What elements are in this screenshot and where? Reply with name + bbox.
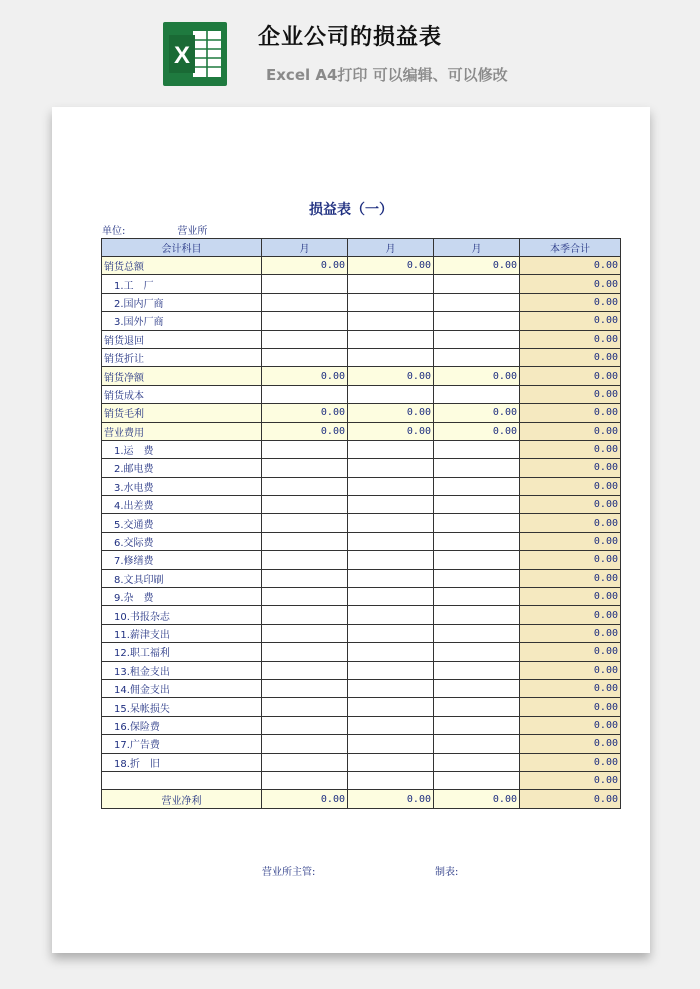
month-value-cell[interactable] <box>262 569 348 587</box>
month-value-cell[interactable] <box>434 496 520 514</box>
unit-label: 单位: <box>102 226 126 237</box>
income-statement-table <box>101 238 621 809</box>
month-value-cell[interactable] <box>262 477 348 495</box>
month-value-cell[interactable] <box>348 661 434 679</box>
month-value-cell[interactable] <box>434 679 520 697</box>
quarter-total-cell[interactable]: 0.00 <box>520 551 621 569</box>
month-value-cell[interactable] <box>348 348 434 366</box>
account-name-cell[interactable]: 销货退回 <box>102 330 262 348</box>
account-name-cell[interactable]: 3.国外厂商 <box>102 312 262 330</box>
account-name-cell[interactable]: 营业费用 <box>102 422 262 440</box>
quarter-total-cell[interactable]: 0.00 <box>520 606 621 624</box>
table-row <box>102 422 621 440</box>
quarter-total-cell[interactable]: 0.00 <box>520 569 621 587</box>
month-value-cell[interactable] <box>262 606 348 624</box>
month-value-cell[interactable]: 0.00 <box>262 422 348 440</box>
month-value-cell[interactable] <box>348 735 434 753</box>
month-value-cell[interactable] <box>434 477 520 495</box>
month-value-cell[interactable] <box>262 588 348 606</box>
account-name-cell[interactable]: 营业净利 <box>102 790 262 808</box>
account-name-cell[interactable]: 2.国内厂商 <box>102 293 262 311</box>
account-name-cell[interactable] <box>102 771 262 789</box>
quarter-total-cell[interactable]: 0.00 <box>520 771 621 789</box>
account-name-cell[interactable]: 销货总额 <box>102 257 262 275</box>
month-value-cell[interactable] <box>434 532 520 550</box>
table-row <box>102 275 621 293</box>
excel-icon <box>163 22 227 86</box>
month-value-cell[interactable] <box>348 588 434 606</box>
unit-row <box>102 222 207 237</box>
month-value-cell[interactable] <box>262 532 348 550</box>
quarter-total-cell[interactable]: 0.00 <box>520 643 621 661</box>
quarter-total-cell[interactable]: 0.00 <box>520 716 621 734</box>
month-value-cell[interactable] <box>434 753 520 771</box>
month-value-cell[interactable] <box>262 643 348 661</box>
quarter-total-cell[interactable]: 0.00 <box>520 459 621 477</box>
month-value-cell[interactable] <box>348 624 434 642</box>
quarter-total-cell[interactable]: 0.00 <box>520 330 621 348</box>
month-value-cell[interactable] <box>434 588 520 606</box>
month-value-cell[interactable] <box>434 551 520 569</box>
table-row <box>102 404 621 422</box>
table-row <box>102 293 621 311</box>
table-row <box>102 385 621 403</box>
month-value-cell[interactable] <box>262 771 348 789</box>
table-row <box>102 496 621 514</box>
month-value-cell[interactable] <box>434 606 520 624</box>
table-row <box>102 367 621 385</box>
quarter-total-cell[interactable]: 0.00 <box>520 404 621 422</box>
quarter-total-cell[interactable]: 0.00 <box>520 257 621 275</box>
account-name-cell[interactable]: 10.书报杂志 <box>102 606 262 624</box>
month-value-cell[interactable] <box>348 496 434 514</box>
month-value-cell[interactable] <box>262 551 348 569</box>
month-value-cell[interactable] <box>434 716 520 734</box>
quarter-total-cell[interactable]: 0.00 <box>520 679 621 697</box>
table-row <box>102 348 621 366</box>
month-value-cell[interactable] <box>262 698 348 716</box>
month-value-cell[interactable] <box>348 698 434 716</box>
quarter-total-cell[interactable]: 0.00 <box>520 514 621 532</box>
quarter-total-cell[interactable]: 0.00 <box>520 624 621 642</box>
month-value-cell[interactable]: 0.00 <box>434 257 520 275</box>
month-value-cell[interactable]: 0.00 <box>434 790 520 808</box>
month-value-cell[interactable] <box>262 624 348 642</box>
column-header: 月 <box>434 239 520 257</box>
quarter-total-cell[interactable]: 0.00 <box>520 753 621 771</box>
month-value-cell[interactable] <box>262 459 348 477</box>
quarter-total-cell[interactable]: 0.00 <box>520 588 621 606</box>
table-row <box>102 569 621 587</box>
account-name-cell[interactable]: 2.邮电费 <box>102 459 262 477</box>
month-value-cell[interactable] <box>262 735 348 753</box>
quarter-total-cell[interactable]: 0.00 <box>520 661 621 679</box>
svg-text:X: X <box>173 42 191 69</box>
quarter-total-cell[interactable]: 0.00 <box>520 367 621 385</box>
month-value-cell[interactable]: 0.00 <box>262 790 348 808</box>
month-value-cell[interactable]: 0.00 <box>348 422 434 440</box>
table-row <box>102 532 621 550</box>
table-row <box>102 440 621 458</box>
month-value-cell[interactable] <box>434 459 520 477</box>
month-value-cell[interactable] <box>348 330 434 348</box>
account-name-cell[interactable]: 14.佣金支出 <box>102 679 262 697</box>
month-value-cell[interactable] <box>262 716 348 734</box>
table-row <box>102 606 621 624</box>
month-value-cell[interactable] <box>348 569 434 587</box>
document-title: 企业公司的损益表 <box>258 25 443 50</box>
month-value-cell[interactable] <box>348 514 434 532</box>
account-name-cell[interactable]: 1.工 厂 <box>102 275 262 293</box>
page-header <box>0 0 700 100</box>
month-value-cell[interactable] <box>348 753 434 771</box>
month-value-cell[interactable] <box>348 716 434 734</box>
month-value-cell[interactable] <box>348 293 434 311</box>
account-name-cell[interactable]: 5.交通费 <box>102 514 262 532</box>
month-value-cell[interactable] <box>348 440 434 458</box>
table-row <box>102 753 621 771</box>
unit-value: 营业所 <box>177 226 208 237</box>
month-value-cell[interactable] <box>434 330 520 348</box>
table-row <box>102 330 621 348</box>
month-value-cell[interactable] <box>262 348 348 366</box>
document-subtitle: Excel A4打印 可以编辑、可以修改 <box>266 66 508 84</box>
month-value-cell[interactable] <box>262 496 348 514</box>
table-row <box>102 459 621 477</box>
month-value-cell[interactable] <box>262 440 348 458</box>
month-value-cell[interactable]: 0.00 <box>348 257 434 275</box>
month-value-cell[interactable] <box>434 348 520 366</box>
table-row <box>102 735 621 753</box>
month-value-cell[interactable]: 0.00 <box>348 367 434 385</box>
month-value-cell[interactable] <box>348 477 434 495</box>
table-row <box>102 771 621 789</box>
month-value-cell[interactable] <box>262 312 348 330</box>
table-row <box>102 643 621 661</box>
month-value-cell[interactable] <box>262 330 348 348</box>
account-name-cell[interactable]: 销货折让 <box>102 348 262 366</box>
table-row <box>102 514 621 532</box>
month-value-cell[interactable]: 0.00 <box>434 404 520 422</box>
account-name-cell[interactable]: 13.租金支出 <box>102 661 262 679</box>
month-value-cell[interactable] <box>262 275 348 293</box>
account-name-cell[interactable]: 8.文具印刷 <box>102 569 262 587</box>
account-name-cell[interactable]: 6.交际费 <box>102 532 262 550</box>
account-name-cell[interactable]: 11.薪津支出 <box>102 624 262 642</box>
month-value-cell[interactable] <box>348 385 434 403</box>
month-value-cell[interactable] <box>434 440 520 458</box>
month-value-cell[interactable]: 0.00 <box>434 367 520 385</box>
account-name-cell[interactable]: 17.广告费 <box>102 735 262 753</box>
quarter-total-cell[interactable]: 0.00 <box>520 790 621 808</box>
table-row <box>102 698 621 716</box>
month-value-cell[interactable]: 0.00 <box>262 257 348 275</box>
month-value-cell[interactable] <box>348 532 434 550</box>
table-row <box>102 588 621 606</box>
table-row <box>102 312 621 330</box>
account-name-cell[interactable]: 7.修缮费 <box>102 551 262 569</box>
month-value-cell[interactable] <box>348 643 434 661</box>
month-value-cell[interactable] <box>262 293 348 311</box>
quarter-total-cell[interactable]: 0.00 <box>520 477 621 495</box>
month-value-cell[interactable] <box>348 771 434 789</box>
quarter-total-cell[interactable]: 0.00 <box>520 440 621 458</box>
table-row <box>102 477 621 495</box>
table-row <box>102 551 621 569</box>
month-value-cell[interactable] <box>434 312 520 330</box>
account-name-cell[interactable]: 4.出差费 <box>102 496 262 514</box>
quarter-total-cell[interactable]: 0.00 <box>520 275 621 293</box>
month-value-cell[interactable] <box>262 514 348 532</box>
month-value-cell[interactable] <box>348 679 434 697</box>
worksheet-page <box>52 107 650 953</box>
account-name-cell[interactable]: 18.折 旧 <box>102 753 262 771</box>
quarter-total-cell[interactable]: 0.00 <box>520 698 621 716</box>
month-value-cell[interactable] <box>262 385 348 403</box>
month-value-cell[interactable] <box>348 551 434 569</box>
table-row <box>102 679 621 697</box>
column-header: 本季合计 <box>520 239 621 257</box>
month-value-cell[interactable] <box>434 569 520 587</box>
quarter-total-cell[interactable]: 0.00 <box>520 348 621 366</box>
account-name-cell[interactable]: 1.运 费 <box>102 440 262 458</box>
month-value-cell[interactable] <box>434 385 520 403</box>
column-header: 月 <box>262 239 348 257</box>
quarter-total-cell[interactable]: 0.00 <box>520 735 621 753</box>
account-name-cell[interactable]: 3.水电费 <box>102 477 262 495</box>
table-row <box>102 661 621 679</box>
account-name-cell[interactable]: 9.杂 费 <box>102 588 262 606</box>
table-body <box>102 257 621 809</box>
sheet-title: 损益表（一） <box>309 202 393 218</box>
column-header: 月 <box>348 239 434 257</box>
month-value-cell[interactable]: 0.00 <box>262 367 348 385</box>
account-name-cell[interactable]: 销货成本 <box>102 385 262 403</box>
column-header: 会计科目 <box>102 239 262 257</box>
account-name-cell[interactable]: 销货净额 <box>102 367 262 385</box>
account-name-cell[interactable]: 16.保险费 <box>102 716 262 734</box>
month-value-cell[interactable]: 0.00 <box>348 404 434 422</box>
preparer-signature-label: 制表: <box>435 867 459 878</box>
manager-signature-label: 营业所主管: <box>262 867 316 878</box>
quarter-total-cell[interactable]: 0.00 <box>520 385 621 403</box>
month-value-cell[interactable] <box>262 679 348 697</box>
account-name-cell[interactable]: 15.呆帐损失 <box>102 698 262 716</box>
month-value-cell[interactable] <box>434 661 520 679</box>
month-value-cell[interactable]: 0.00 <box>262 404 348 422</box>
month-value-cell[interactable] <box>348 606 434 624</box>
month-value-cell[interactable] <box>434 735 520 753</box>
quarter-total-cell[interactable]: 0.00 <box>520 293 621 311</box>
quarter-total-cell[interactable]: 0.00 <box>520 422 621 440</box>
month-value-cell[interactable] <box>262 753 348 771</box>
month-value-cell[interactable] <box>434 643 520 661</box>
table-row <box>102 790 621 808</box>
month-value-cell[interactable] <box>348 459 434 477</box>
quarter-total-cell[interactable]: 0.00 <box>520 496 621 514</box>
table-row <box>102 257 621 275</box>
account-name-cell[interactable]: 12.职工福利 <box>102 643 262 661</box>
month-value-cell[interactable]: 0.00 <box>434 422 520 440</box>
month-value-cell[interactable] <box>262 661 348 679</box>
month-value-cell[interactable] <box>434 698 520 716</box>
month-value-cell[interactable] <box>434 275 520 293</box>
month-value-cell[interactable] <box>434 514 520 532</box>
account-name-cell[interactable]: 销货毛利 <box>102 404 262 422</box>
table-row <box>102 716 621 734</box>
quarter-total-cell[interactable]: 0.00 <box>520 532 621 550</box>
month-value-cell[interactable]: 0.00 <box>348 790 434 808</box>
quarter-total-cell[interactable]: 0.00 <box>520 312 621 330</box>
table-header-row <box>102 239 621 257</box>
month-value-cell[interactable] <box>348 312 434 330</box>
month-value-cell[interactable] <box>434 771 520 789</box>
month-value-cell[interactable] <box>434 293 520 311</box>
month-value-cell[interactable] <box>348 275 434 293</box>
table-row <box>102 624 621 642</box>
month-value-cell[interactable] <box>434 624 520 642</box>
